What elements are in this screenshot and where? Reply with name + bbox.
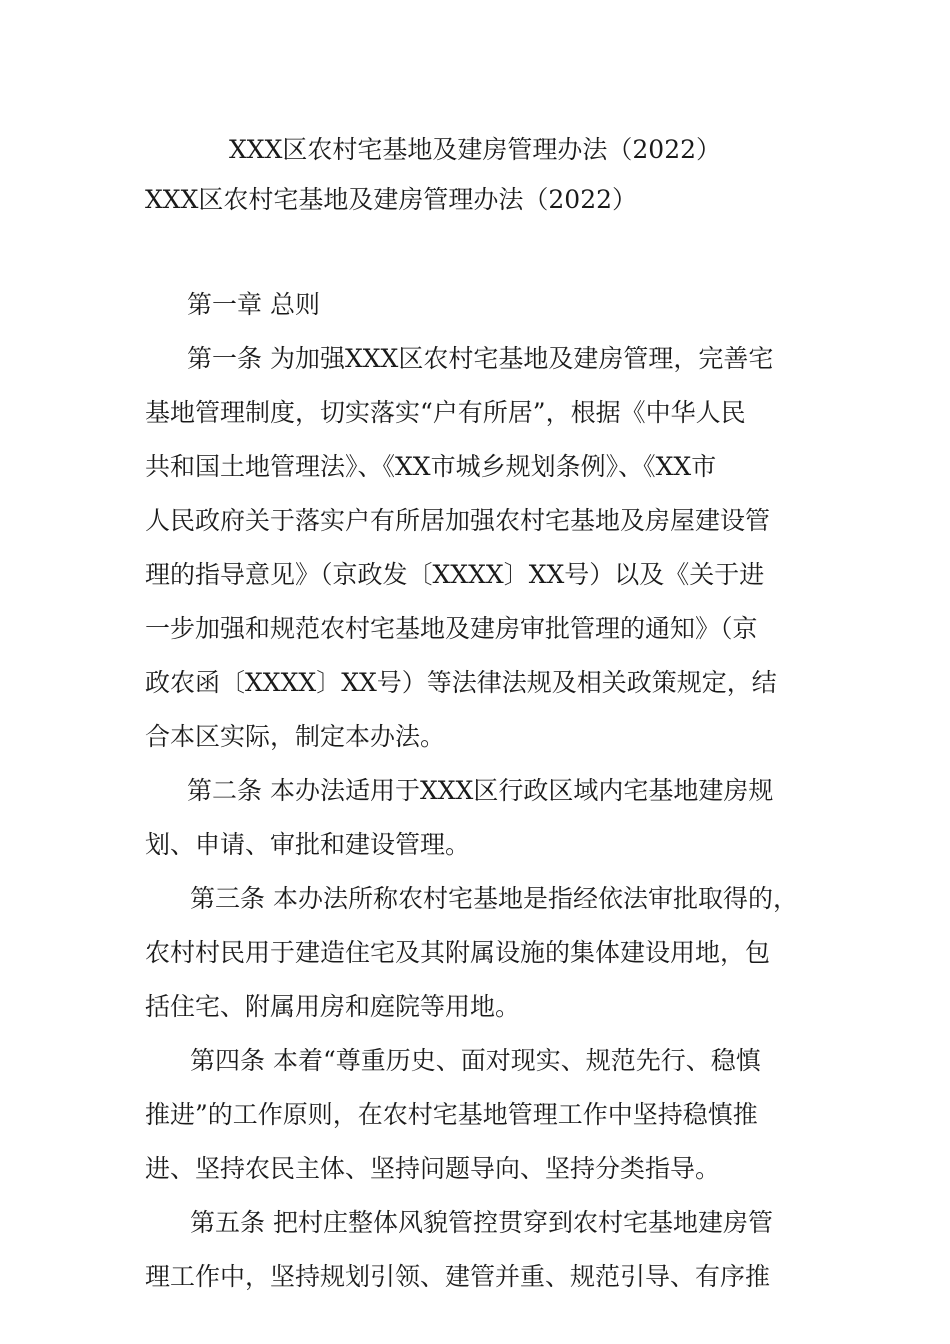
article-1-line-3: 共和国土地管理法》、《XX市城乡规划条例》、《XX市 xyxy=(145,452,717,481)
article-3-line-3: 括住宅、附属用房和庭院等用地。 xyxy=(145,992,521,1021)
article-1-line-6: 一步加强和规范农村宅基地及建房审批管理的通知》（京 xyxy=(145,614,758,643)
document-body xyxy=(145,278,810,1304)
document-title: XXX区农村宅基地及建房管理办法（2022） xyxy=(145,185,638,214)
article-1-line-5: 理的指导意见》（京政发〔XXXX〕XX号）以及《关于进 xyxy=(145,560,765,589)
article-4-line-1: 第四条 本着“尊重历史、面对现实、规范先行、稳慎 xyxy=(190,1046,761,1075)
article-3-line-1: 第三条 本办法所称农村宅基地是指经依法审批取得的， xyxy=(190,884,798,913)
article-2-line-1: 第二条 本办法适用于XXX区行政区域内宅基地建房规 xyxy=(187,776,774,805)
article-1-line-1: 第一条 为加强XXX区农村宅基地及建房管理，完善宅 xyxy=(187,344,774,373)
article-3-line-2: 农村村民用于建造住宅及其附属设施的集体建设用地，包 xyxy=(145,938,771,967)
article-4-line-3: 进、坚持农民主体、坚持问题导向、坚持分类指导。 xyxy=(145,1154,721,1183)
article-5-line-1: 第五条 把村庄整体风貌管控贯穿到农村宅基地建房管 xyxy=(190,1208,773,1237)
article-1-line-8: 合本区实际，制定本办法。 xyxy=(145,722,446,751)
article-2-line-2: 划、申请、审批和建设管理。 xyxy=(145,830,471,859)
article-4-line-2: 推进”的工作原则，在农村宅基地管理工作中坚持稳慎推 xyxy=(145,1100,758,1129)
document-title-centered: XXX区农村宅基地及建房管理办法（2022） xyxy=(228,135,722,164)
article-5-line-2: 理工作中，坚持规划引领、建管并重、规范引导、有序推 xyxy=(145,1262,771,1291)
article-1-line-2: 基地管理制度，切实落实“户有所居”，根据《中华人民 xyxy=(145,398,746,427)
article-1-line-4: 人民政府关于落实户有所居加强农村宅基地及房屋建设管 xyxy=(145,506,771,535)
article-1-line-7: 政农函〔XXXX〕XX号）等法律法规及相关政策规定，结 xyxy=(145,668,777,697)
chapter-heading: 第一章 总则 xyxy=(187,290,320,319)
